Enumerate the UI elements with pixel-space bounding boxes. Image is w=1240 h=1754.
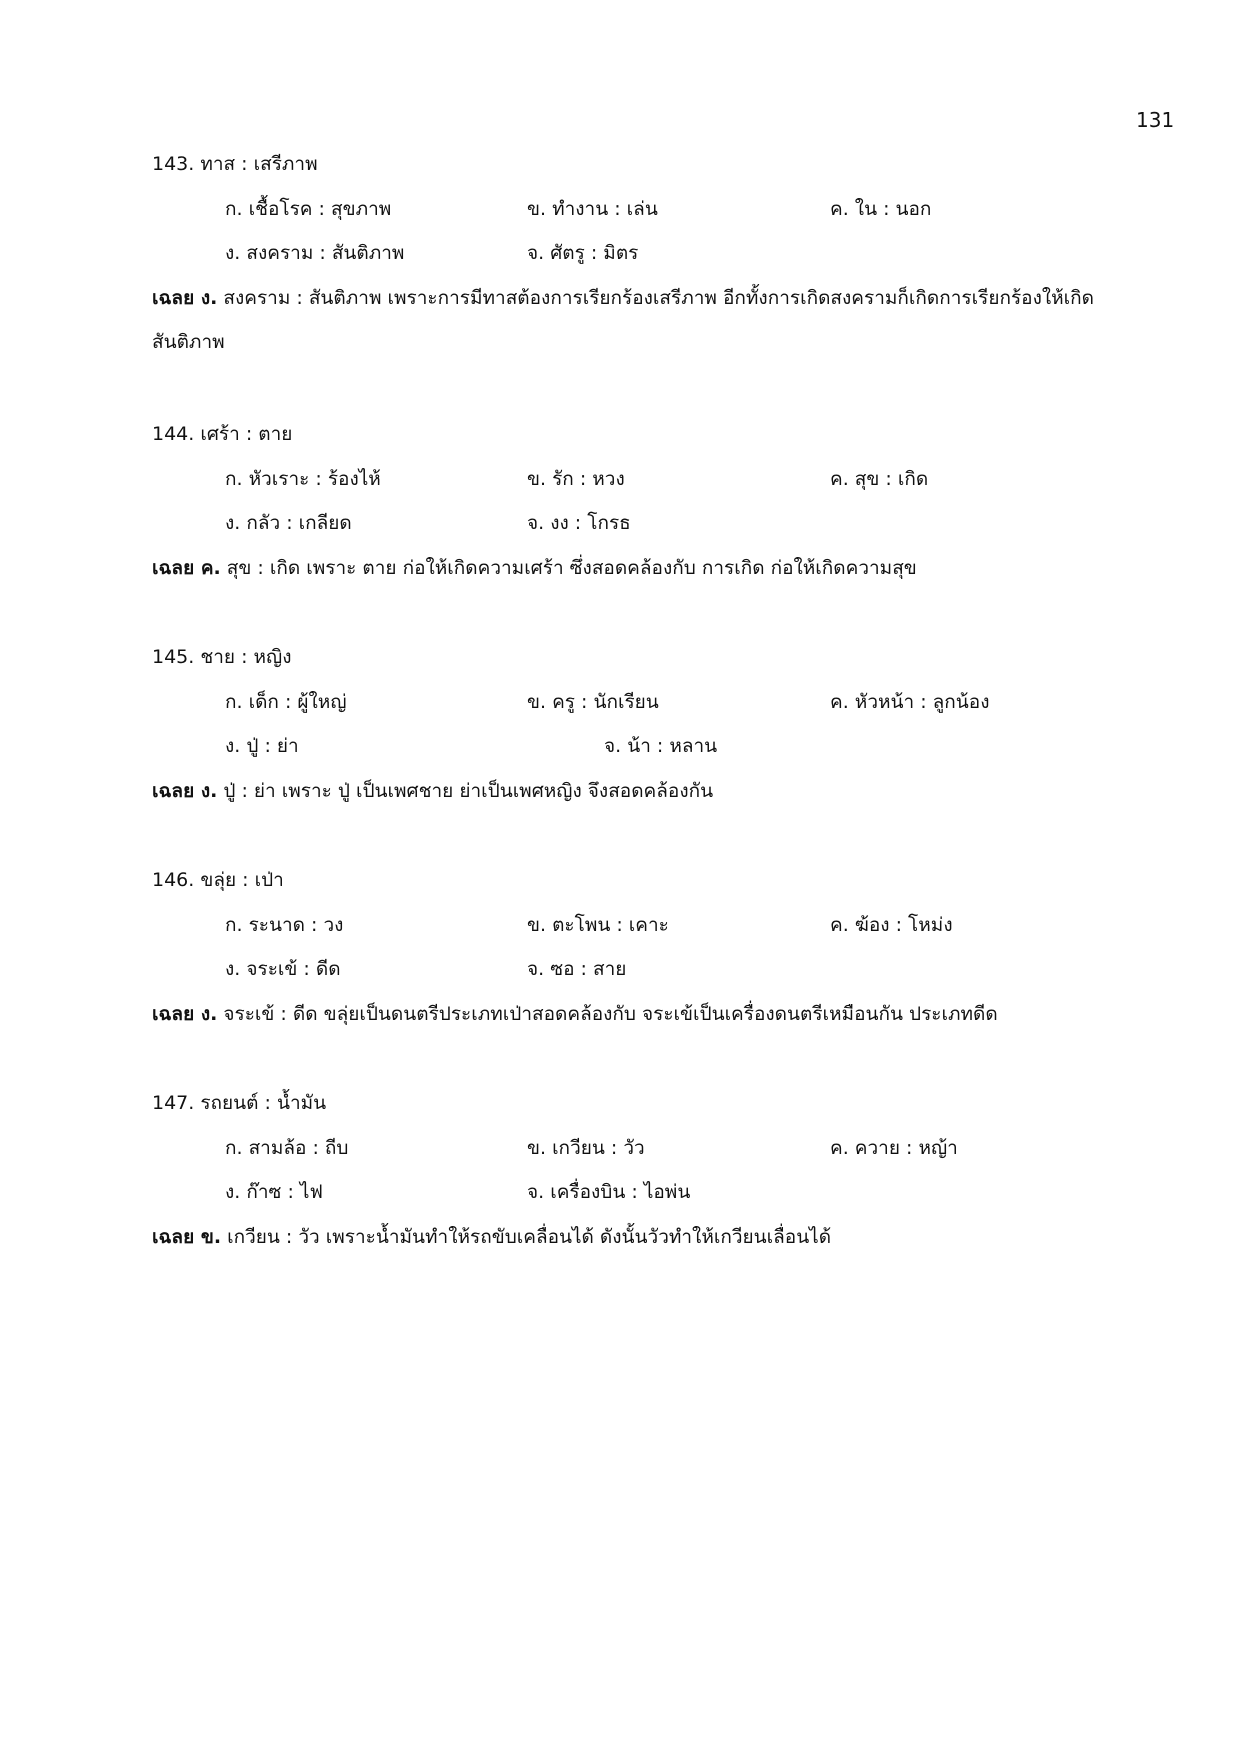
answer-explanation (152, 556, 917, 580)
answer-option: ข. รัก : หวง (527, 468, 625, 490)
answer-text: สุข : เกิด เพราะ ตาย ก่อให้เกิดความเศร้า ซึ่งสอดคล้องกับ การเกิด ก่อให้เกิดความสุข (220, 557, 917, 579)
answer-option: จ. ศัตรู : มิตร (527, 242, 639, 264)
answer-option: ก. เชื้อโรค : สุขภาพ (225, 198, 392, 220)
answer-option: ก. หัวเราะ : ร้องไห้ (225, 468, 381, 490)
answer-option: ข. ตะโพน : เคาะ (527, 914, 669, 936)
answer-option: ง. จระเข้ : ดีด (225, 958, 341, 980)
question-stem: 145. ชาย : หญิง (152, 646, 292, 668)
page-number: 131 (1136, 108, 1175, 132)
question-stem: 144. เศร้า : ตาย (152, 423, 293, 445)
answer-option: ง. ก๊าซ : ไฟ (225, 1181, 323, 1203)
answer-option: ข. ครู : นักเรียน (527, 691, 659, 713)
answer-option: ก. เด็ก : ผู้ใหญ่ (225, 691, 347, 713)
answer-option: ก. ระนาด : วง (225, 914, 344, 936)
answer-option: จ. ซอ : สาย (527, 958, 627, 980)
answer-text: เกวียน : วัว เพราะน้ำมันทำให้รถขับเคลื่อนได้ ดังนั้นวัวทำให้เกวียนเลื่อนได้ (221, 1226, 832, 1248)
answer-option: ข. ทำงาน : เล่น (527, 198, 658, 220)
answer-option: ค. ควาย : หญ้า (830, 1137, 958, 1159)
answer-label: เฉลย ง. (152, 780, 218, 802)
answer-text-continued: สันติภาพ (152, 331, 225, 353)
answer-text: ปู่ : ย่า เพราะ ปู่ เป็นเพศชาย ย่าเป็นเพศหญิง จึงสอดคล้องกัน (217, 780, 714, 802)
answer-option: ข. เกวียน : วัว (527, 1137, 645, 1159)
answer-option: ค. หัวหน้า : ลูกน้อง (830, 691, 990, 713)
question-stem: 143. ทาส : เสรีภาพ (152, 153, 318, 175)
answer-explanation (152, 286, 1094, 310)
answer-option: ค. ฆ้อง : โหม่ง (830, 914, 953, 936)
answer-option: จ. งง : โกรธ (527, 512, 631, 534)
answer-option: ค. สุข : เกิด (830, 468, 929, 490)
answer-label: เฉลย ง. (152, 287, 218, 309)
answer-option: ค. ใน : นอก (830, 198, 932, 220)
answer-explanation (152, 1225, 831, 1249)
answer-explanation (152, 1002, 998, 1026)
answer-option: จ. น้า : หลาน (604, 735, 718, 757)
answer-text: จระเข้ : ดีด ขลุ่ยเป็นดนตรีประเภทเป่าสอดคล้องกับ จระเข้เป็นเครื่องดนตรีเหมือนกัน ประเภทดีด (217, 1003, 998, 1025)
answer-explanation (152, 779, 713, 803)
answer-option: จ. เครื่องบิน : ไอพ่น (527, 1181, 691, 1203)
answer-option: ง. กลัว : เกลียด (225, 512, 352, 534)
answer-label: เฉลย ข. (152, 1226, 222, 1248)
answer-label: เฉลย ง. (152, 1003, 218, 1025)
question-stem: 147. รถยนต์ : น้ำมัน (152, 1092, 327, 1114)
answer-option: ง. สงคราม : สันติภาพ (225, 242, 405, 264)
answer-label: เฉลย ค. (152, 557, 221, 579)
answer-text: สงคราม : สันติภาพ เพราะการมีทาสต้องการเรียกร้องเสรีภาพ อีกทั้งการเกิดสงครามก็เกิดการเรียกร้องให้เกิด (217, 287, 1094, 309)
answer-option: ง. ปู่ : ย่า (225, 735, 299, 757)
answer-option: ก. สามล้อ : ถีบ (225, 1137, 349, 1159)
question-stem: 146. ขลุ่ย : เป่า (152, 869, 284, 891)
